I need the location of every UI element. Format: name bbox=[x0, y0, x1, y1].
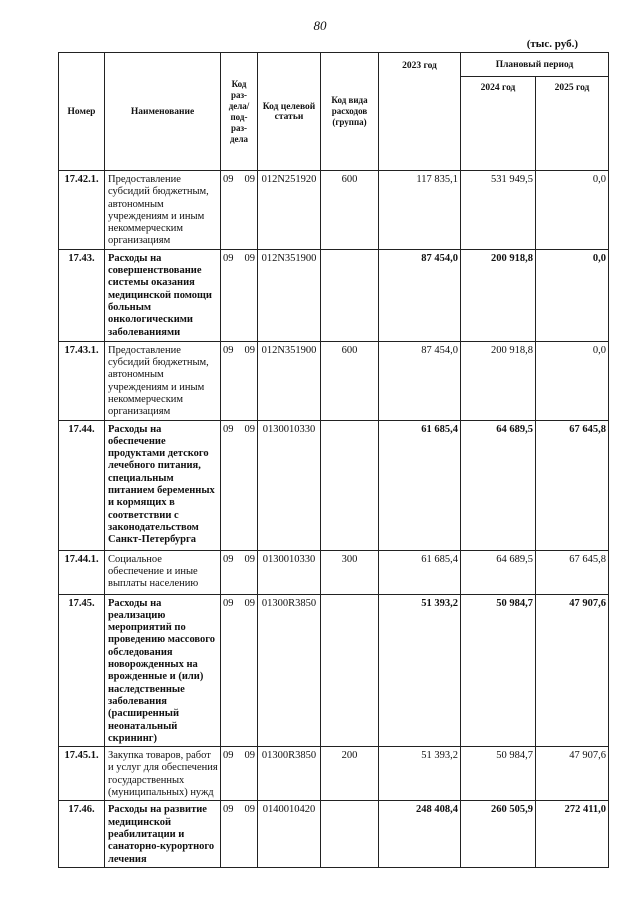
row-section-code: 09 bbox=[221, 341, 239, 420]
row-value-2023: 87 454,0 bbox=[379, 249, 461, 341]
header-section-code: Код раз-дела/ под-раз-дела bbox=[221, 53, 258, 171]
row-section-code: 09 bbox=[221, 747, 239, 801]
row-subsection-code: 09 bbox=[239, 420, 258, 550]
row-value-2024: 260 505,9 bbox=[461, 801, 536, 867]
row-value-2023: 117 835,1 bbox=[379, 171, 461, 250]
row-value-2024: 531 949,5 bbox=[461, 171, 536, 250]
row-value-2025: 272 411,0 bbox=[536, 801, 609, 867]
row-number: 17.46. bbox=[59, 801, 105, 867]
table-row bbox=[59, 420, 609, 550]
header-expense-type-code: Код вида расходов (группа) bbox=[321, 53, 379, 171]
row-subsection-code: 09 bbox=[239, 249, 258, 341]
row-number: 17.43. bbox=[59, 249, 105, 341]
row-value-2025: 0,0 bbox=[536, 341, 609, 420]
row-value-2023: 61 685,4 bbox=[379, 550, 461, 594]
header-number: Номер bbox=[59, 53, 105, 171]
row-subsection-code: 09 bbox=[239, 341, 258, 420]
page-number: 80 bbox=[313, 18, 327, 33]
header-year-2025: 2025 год bbox=[536, 77, 609, 171]
table-row bbox=[59, 249, 609, 341]
row-target-code: 01300R3850 bbox=[258, 594, 321, 747]
row-name: Расходы на реализацию мероприятий по проведению массового обследования новорожденных на врожденные и (или) наследственные заболевания (расширенный неонатальный скрининг) bbox=[105, 594, 221, 747]
row-value-2025: 0,0 bbox=[536, 249, 609, 341]
row-name: Расходы на развитие медицинской реабилитации и санаторно-курортного лечения bbox=[105, 801, 221, 867]
row-target-code: 012N351900 bbox=[258, 341, 321, 420]
row-expense-type-code bbox=[321, 420, 379, 550]
row-target-code: 0140010420 bbox=[258, 801, 321, 867]
row-value-2025: 0,0 bbox=[536, 171, 609, 250]
table-row bbox=[59, 594, 609, 747]
row-value-2023: 248 408,4 bbox=[379, 801, 461, 867]
row-number: 17.45.1. bbox=[59, 747, 105, 801]
row-expense-type-code bbox=[321, 249, 379, 341]
row-subsection-code: 09 bbox=[239, 594, 258, 747]
row-value-2024: 50 984,7 bbox=[461, 594, 536, 747]
row-name: Социальное обеспечение и иные выплаты населению bbox=[105, 550, 221, 594]
row-expense-type-code: 200 bbox=[321, 747, 379, 801]
row-number: 17.43.1. bbox=[59, 341, 105, 420]
row-name: Предоставление субсидий бюджетным, автономным учреждениям и иным некоммерческим организациям bbox=[105, 171, 221, 250]
row-target-code: 0130010330 bbox=[258, 550, 321, 594]
row-subsection-code: 09 bbox=[239, 801, 258, 867]
row-value-2023: 61 685,4 bbox=[379, 420, 461, 550]
row-value-2024: 50 984,7 bbox=[461, 747, 536, 801]
row-target-code: 012N251920 bbox=[258, 171, 321, 250]
header-planned-period: Плановый период bbox=[461, 53, 609, 77]
header-name: Наименование bbox=[105, 53, 221, 171]
row-number: 17.44. bbox=[59, 420, 105, 550]
row-value-2025: 67 645,8 bbox=[536, 550, 609, 594]
row-name: Расходы на совершенствование системы оказания медицинской помощи больным онкологическими заболеваниями bbox=[105, 249, 221, 341]
row-subsection-code: 09 bbox=[239, 550, 258, 594]
row-section-code: 09 bbox=[221, 801, 239, 867]
row-expense-type-code bbox=[321, 801, 379, 867]
row-name: Расходы на обеспечение продуктами детского лечебного питания, специальным питанием беременных и кормящих в соответствии с законодательством Санкт-Петербурга bbox=[105, 420, 221, 550]
row-section-code: 09 bbox=[221, 249, 239, 341]
row-target-code: 0130010330 bbox=[258, 420, 321, 550]
row-number: 17.42.1. bbox=[59, 171, 105, 250]
units-label: (тыс. руб.) bbox=[526, 38, 578, 50]
row-number: 17.44.1. bbox=[59, 550, 105, 594]
table-row bbox=[59, 341, 609, 420]
row-value-2025: 67 645,8 bbox=[536, 420, 609, 550]
row-target-code: 01300R3850 bbox=[258, 747, 321, 801]
row-value-2024: 64 689,5 bbox=[461, 420, 536, 550]
row-value-2023: 87 454,0 bbox=[379, 341, 461, 420]
row-section-code: 09 bbox=[221, 594, 239, 747]
row-value-2025: 47 907,6 bbox=[536, 747, 609, 801]
header-year-2024: 2024 год bbox=[461, 77, 536, 171]
row-subsection-code: 09 bbox=[239, 171, 258, 250]
row-name: Закупка товаров, работ и услуг для обеспечения государственных (муниципальных) нужд bbox=[105, 747, 221, 801]
row-expense-type-code: 600 bbox=[321, 171, 379, 250]
row-expense-type-code bbox=[321, 594, 379, 747]
budget-table bbox=[58, 52, 609, 868]
row-value-2025: 47 907,6 bbox=[536, 594, 609, 747]
row-section-code: 09 bbox=[221, 171, 239, 250]
row-value-2024: 64 689,5 bbox=[461, 550, 536, 594]
row-number: 17.45. bbox=[59, 594, 105, 747]
table-row bbox=[59, 747, 609, 801]
row-expense-type-code: 600 bbox=[321, 341, 379, 420]
row-expense-type-code: 300 bbox=[321, 550, 379, 594]
header-target-code: Код целевой статьи bbox=[258, 53, 321, 171]
row-value-2024: 200 918,8 bbox=[461, 341, 536, 420]
row-value-2023: 51 393,2 bbox=[379, 594, 461, 747]
row-value-2023: 51 393,2 bbox=[379, 747, 461, 801]
row-subsection-code: 09 bbox=[239, 747, 258, 801]
row-name: Предоставление субсидий бюджетным, автономным учреждениям и иным некоммерческим организациям bbox=[105, 341, 221, 420]
row-value-2024: 200 918,8 bbox=[461, 249, 536, 341]
row-section-code: 09 bbox=[221, 550, 239, 594]
row-target-code: 012N351900 bbox=[258, 249, 321, 341]
table-row bbox=[59, 550, 609, 594]
table-row bbox=[59, 171, 609, 250]
row-section-code: 09 bbox=[221, 420, 239, 550]
header-year-2023: 2023 год bbox=[379, 53, 461, 171]
table-row bbox=[59, 801, 609, 867]
